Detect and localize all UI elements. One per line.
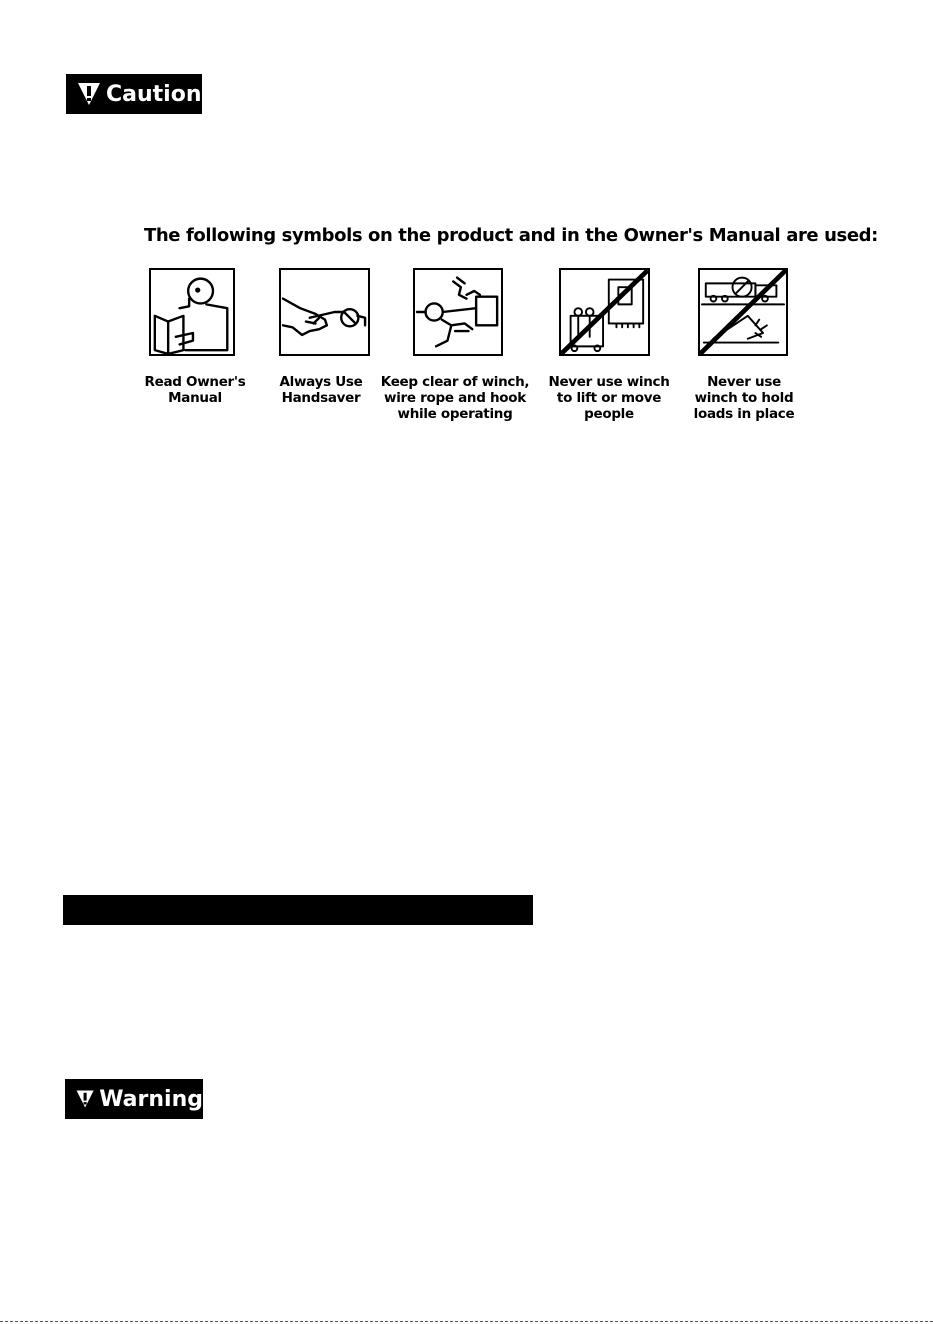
caption-line: Manual bbox=[168, 390, 222, 406]
symbols-heading: The following symbols on the product and in the Owner's Manual are used: bbox=[144, 225, 878, 246]
caption-line: loads in place bbox=[693, 406, 795, 422]
caption-keep-clear bbox=[380, 374, 530, 422]
page-edge-divider bbox=[0, 1321, 933, 1322]
section-header-bar bbox=[63, 895, 533, 925]
no-holding-loads-icon bbox=[698, 268, 788, 356]
caption-line: Keep clear of winch, bbox=[380, 374, 530, 390]
caption-line: while operating bbox=[397, 406, 513, 422]
caption-line: Handsaver bbox=[281, 390, 361, 406]
caption-no-holding-loads bbox=[680, 374, 808, 422]
caption-line: wire rope and hook bbox=[384, 390, 526, 406]
caption-line: Never use winch bbox=[548, 374, 670, 390]
caption-line: people bbox=[584, 406, 634, 422]
caution-badge bbox=[66, 74, 202, 114]
exclamation-triangle-icon bbox=[76, 81, 102, 107]
warning-badge bbox=[65, 1079, 203, 1119]
caution-label: Caution bbox=[106, 81, 202, 107]
caption-handsaver bbox=[261, 374, 381, 406]
caption-line: to lift or move bbox=[556, 390, 662, 406]
caption-line: Read Owner's bbox=[144, 374, 246, 390]
caption-line: Never use bbox=[707, 374, 781, 390]
keep-clear-icon bbox=[413, 268, 503, 356]
caption-line: Always Use bbox=[279, 374, 363, 390]
exclamation-triangle-icon bbox=[75, 1086, 95, 1112]
warning-label: Warning bbox=[99, 1086, 203, 1112]
caption-line: winch to hold bbox=[694, 390, 794, 406]
handsaver-icon bbox=[279, 268, 370, 356]
caption-read-manual bbox=[132, 374, 258, 406]
read-manual-icon bbox=[149, 268, 235, 356]
no-lifting-people-icon bbox=[559, 268, 650, 356]
caption-no-lifting-people bbox=[541, 374, 677, 422]
